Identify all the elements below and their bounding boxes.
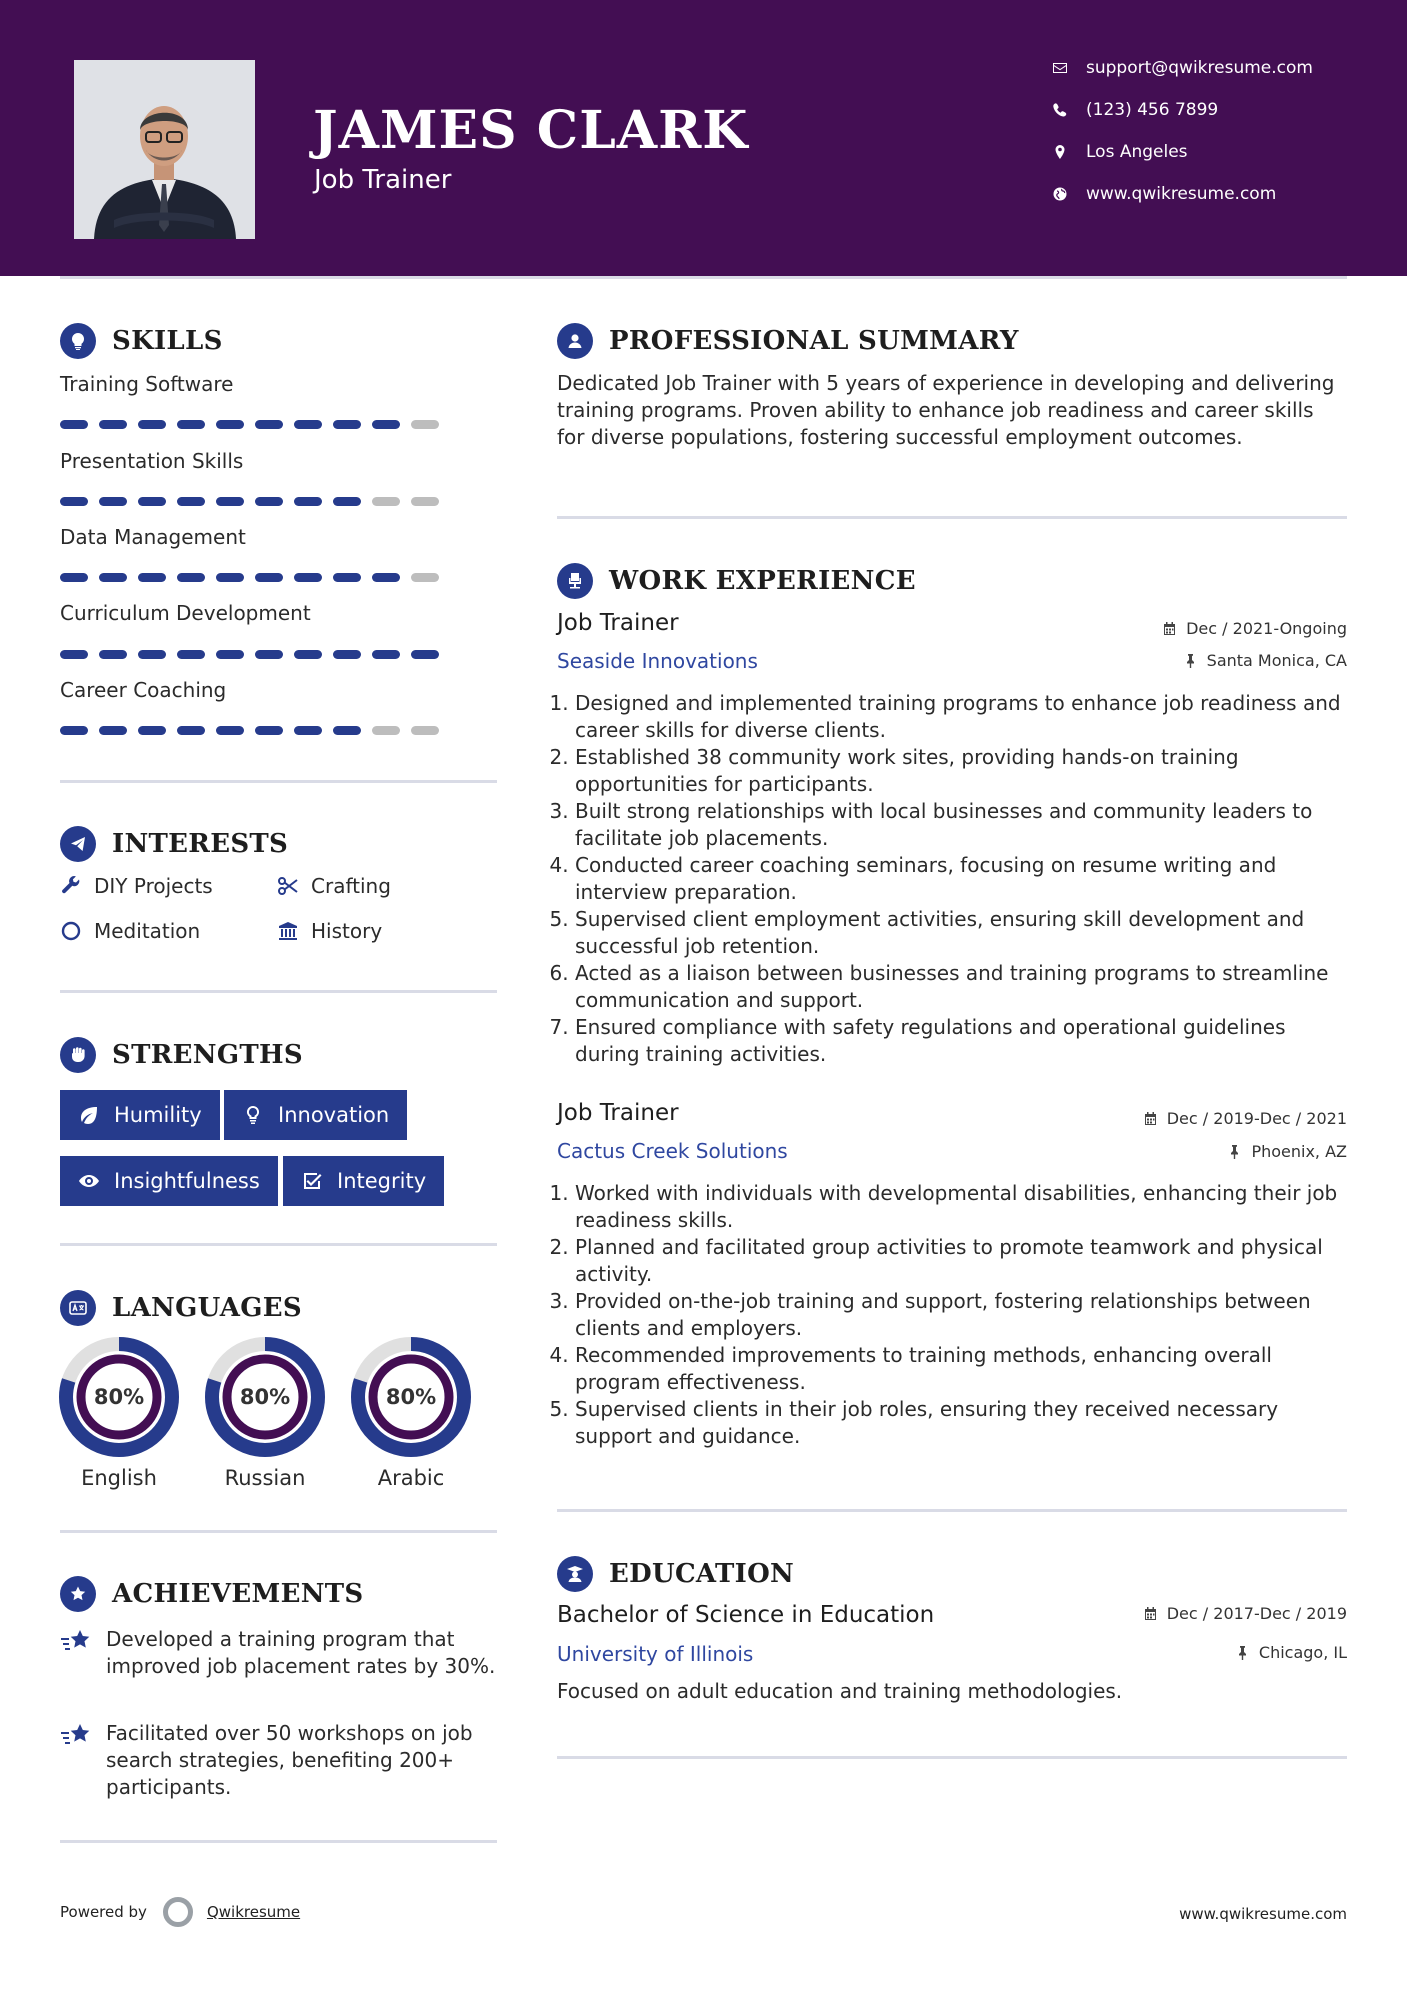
skill-dot-filled [138,726,166,735]
location-pin-icon [1052,144,1068,160]
skill-dot-filled [294,497,322,506]
leaf-icon [78,1104,100,1126]
summary-text: Dedicated Job Trainer with 5 years of experience in developing and delivering training programs. Proven ability to enhance job readiness and career skills for diverse populations, fostering successful employment outcomes. [557,371,1335,449]
skill-dot-filled [372,650,400,659]
education-location-text: Chicago, IL [1258,1643,1347,1662]
job-title: Job Trainer [557,610,679,636]
skill-dot-empty [372,497,400,506]
job-duty: 5. Supervised client employment activities, ensuring skill development and successful job retention. [575,906,1347,960]
language-proficiency-ring [204,1336,326,1458]
skill-dot-empty [411,726,439,735]
job-duty: 5. Supervised clients in their job roles, ensuring they received necessary support and guidance. [575,1396,1347,1450]
strength-label: Humility [114,1103,202,1127]
section-divider [557,1509,1347,1512]
scissors-icon [277,875,299,897]
skill-dot-filled [99,420,127,429]
user-icon [557,323,593,359]
skill-dot-filled [138,650,166,659]
circle-icon [60,920,82,942]
fist-icon [60,1037,96,1073]
skill-name: Curriculum Development [60,601,311,625]
section-divider [60,1840,497,1843]
interest-item [277,919,382,943]
section-divider [60,1530,497,1533]
skill-dot-filled [255,650,283,659]
skill-dot-filled [372,573,400,582]
job-duties-list [557,690,1347,1068]
skill-dot-filled [99,650,127,659]
contact-phone-text: (123) 456 7899 [1086,100,1219,120]
language-name: English [81,1466,157,1490]
eye-icon [78,1170,100,1192]
calendar-icon [1162,621,1177,636]
skill-dot-filled [138,420,166,429]
graduate-icon [557,1556,593,1592]
contact-website-text: www.qwikresume.com [1086,184,1277,204]
skill-dot-filled [333,497,361,506]
skill-dot-filled [372,420,400,429]
globe-icon [1052,186,1068,202]
strength-tag [283,1156,444,1206]
interest-label: DIY Projects [94,874,213,898]
skill-dot-filled [60,420,88,429]
skill-dot-filled [255,420,283,429]
interest-label: History [311,919,383,943]
skill-dot-filled [333,650,361,659]
language-name: Arabic [377,1466,445,1490]
skill-dot-filled [99,726,127,735]
brand-link[interactable]: Qwikresume [206,1903,301,1921]
section-divider [557,516,1347,519]
education-dates-text: Dec / 2017-Dec / 2019 [1166,1604,1347,1623]
job-location-text: Phoenix, AZ [1251,1142,1347,1161]
skill-rating [60,650,439,659]
interest-item [277,874,391,898]
language-item [58,1336,180,1490]
skill-name: Training Software [60,372,234,396]
job-title: Job Trainer [557,1100,679,1126]
job-duty: 7. Ensured compliance with safety regulations and operational guidelines during training activities. [575,1014,1347,1068]
pushpin-icon [1183,653,1198,668]
skill-dot-filled [333,726,361,735]
achievements-heading [60,1576,364,1612]
summary-heading [557,323,1019,359]
section-divider [60,990,497,993]
language-percent: 80% [93,1385,145,1409]
lightbulb-icon [60,323,96,359]
calendar-icon [1143,1111,1158,1126]
section-divider [60,780,497,783]
section-divider [557,1756,1347,1759]
header-divider [60,276,1347,279]
skill-dot-filled [294,420,322,429]
shooting-star-icon [60,1722,92,1750]
job-duty: 3. Provided on-the-job training and support, fostering relationships between clients and employers. [575,1288,1347,1342]
interest-label: Crafting [311,874,391,898]
shooting-star-icon [60,1628,92,1656]
education-heading [557,1556,794,1592]
office-chair-icon [557,563,593,599]
contact-location-text: Los Angeles [1086,142,1188,162]
check-square-icon [301,1170,323,1192]
skill-dot-filled [177,420,205,429]
language-proficiency-ring [350,1336,472,1458]
languages-heading [60,1290,302,1326]
qwikresume-logo-icon [163,1897,193,1927]
interests-heading [60,826,288,862]
company-name[interactable]: Cactus Creek Solutions [557,1139,788,1163]
phone-icon [1052,102,1068,118]
profile-photo [74,60,255,239]
strength-tag [224,1090,407,1140]
interest-label: Meditation [94,919,201,943]
skill-name: Data Management [60,525,246,549]
footer-website[interactable]: www.qwikresume.com [1179,1905,1347,1923]
strength-label: Integrity [337,1169,427,1193]
skill-dot-empty [411,420,439,429]
achievement-item [60,1720,500,1801]
achievement-text: Developed a training program that improved job placement rates by 30%. [106,1627,496,1678]
achievement-text: Facilitated over 50 workshops on job search strategies, benefiting 200+ participants. [106,1721,473,1799]
job-duty: 1. Worked with individuals with developmental disabilities, enhancing their job readiness skills. [575,1180,1347,1234]
skill-dot-filled [294,726,322,735]
skill-dot-filled [255,573,283,582]
skill-name: Presentation Skills [60,449,244,473]
language-proficiency-ring [58,1336,180,1458]
strength-label: Innovation [278,1103,390,1127]
achievements-heading-text: ACHIEVEMENTS [112,1579,364,1609]
candidate-title: Job Trainer [314,165,452,195]
skill-dot-filled [138,573,166,582]
skill-dot-filled [294,573,322,582]
wrench-icon [60,875,82,897]
strengths-heading [60,1037,303,1073]
skill-dot-filled [99,497,127,506]
interest-item [60,874,213,898]
skill-dot-filled [60,726,88,735]
skills-heading-text: SKILLS [112,326,223,356]
skill-dot-filled [216,497,244,506]
experience-heading [557,563,916,599]
strength-tag [60,1090,220,1140]
contact-website[interactable] [1052,184,1276,204]
job-location [1183,651,1347,670]
education-dates [1143,1604,1347,1623]
lightbulb-icon [242,1104,264,1126]
skill-dot-filled [333,420,361,429]
experience-heading-text: WORK EXPERIENCE [609,566,916,596]
skill-dot-filled [216,650,244,659]
school-name[interactable]: University of Illinois [557,1642,754,1666]
strengths-heading-text: STRENGTHS [112,1040,303,1070]
calendar-icon [1143,1606,1158,1621]
skill-dot-filled [255,726,283,735]
strength-tag [60,1156,278,1206]
skill-rating [60,420,439,429]
skill-dot-filled [60,497,88,506]
skill-dot-filled [255,497,283,506]
job-location-text: Santa Monica, CA [1206,651,1347,670]
person-portrait-image [74,60,255,239]
skill-dot-filled [294,650,322,659]
language-name: Russian [224,1466,306,1490]
job-dates [1162,619,1347,638]
skill-dot-filled [99,573,127,582]
skills-heading [60,323,223,359]
skill-dot-filled [138,497,166,506]
skill-dot-filled [177,573,205,582]
contact-email[interactable] [1052,58,1313,78]
pushpin-icon [1235,1645,1250,1660]
job-location [1227,1142,1347,1161]
job-dates-text: Dec / 2021-Ongoing [1186,619,1347,638]
skill-dot-filled [60,650,88,659]
job-dates [1143,1109,1347,1128]
skill-dot-filled [60,573,88,582]
star-badge-icon [60,1576,96,1612]
strength-label: Insightfulness [114,1169,260,1193]
company-name[interactable]: Seaside Innovations [557,649,758,673]
skill-dot-filled [177,650,205,659]
job-dates-text: Dec / 2019-Dec / 2021 [1166,1109,1347,1128]
language-percent: 80% [239,1385,291,1409]
section-divider [60,1243,497,1246]
skill-dot-filled [216,420,244,429]
job-duty: 2. Planned and facilitated group activities to promote teamwork and physical activity. [575,1234,1347,1288]
job-duties-list [557,1180,1347,1450]
skill-dot-filled [216,726,244,735]
skill-dot-filled [333,573,361,582]
interests-heading-text: INTERESTS [112,829,289,859]
paper-plane-icon [60,826,96,862]
job-duty: 2. Established 38 community work sites, providing hands-on training opportunities for participants. [575,744,1347,798]
envelope-icon [1052,60,1068,76]
achievement-item [60,1626,500,1680]
skill-dot-filled [411,650,439,659]
footer-powered-by [60,1897,300,1927]
job-duty: 3. Built strong relationships with local businesses and community leaders to facilitate job placements. [575,798,1347,852]
education-location [1235,1643,1347,1662]
skill-rating [60,497,439,506]
education-description: Focused on adult education and training methodologies. [557,1679,1123,1703]
skill-dot-filled [177,726,205,735]
candidate-name: JAMES CLARK [313,100,749,161]
languages-heading-text: LANGUAGES [112,1293,302,1323]
education-heading-text: EDUCATION [609,1559,795,1589]
job-duty: 4. Recommended improvements to training methods, enhancing overall program effectiveness. [575,1342,1347,1396]
skill-dot-empty [411,497,439,506]
skill-dot-empty [372,726,400,735]
contact-location [1052,142,1188,162]
degree-title: Bachelor of Science in Education [557,1602,935,1628]
translate-icon [60,1290,96,1326]
contact-phone[interactable] [1052,100,1218,120]
language-item [204,1336,326,1490]
museum-icon [277,920,299,942]
job-duty: 4. Conducted career coaching seminars, focusing on resume writing and interview preparation. [575,852,1347,906]
skill-rating [60,726,439,735]
powered-by-text: Powered by [60,1903,147,1921]
language-item [350,1336,472,1490]
contact-email-text: support@qwikresume.com [1086,58,1313,78]
job-duty: 1. Designed and implemented training programs to enhance job readiness and career skills for diverse clients. [575,690,1347,744]
pushpin-icon [1227,1144,1242,1159]
skill-dot-filled [216,573,244,582]
language-percent: 80% [385,1385,437,1409]
skill-dot-filled [177,497,205,506]
summary-heading-text: PROFESSIONAL SUMMARY [609,326,1019,356]
resume-header [0,0,1407,276]
skill-rating [60,573,439,582]
skill-dot-empty [411,573,439,582]
job-duty: 6. Acted as a liaison between businesses and training programs to streamline communication and support. [575,960,1347,1014]
interest-item [60,919,200,943]
skill-name: Career Coaching [60,678,227,702]
